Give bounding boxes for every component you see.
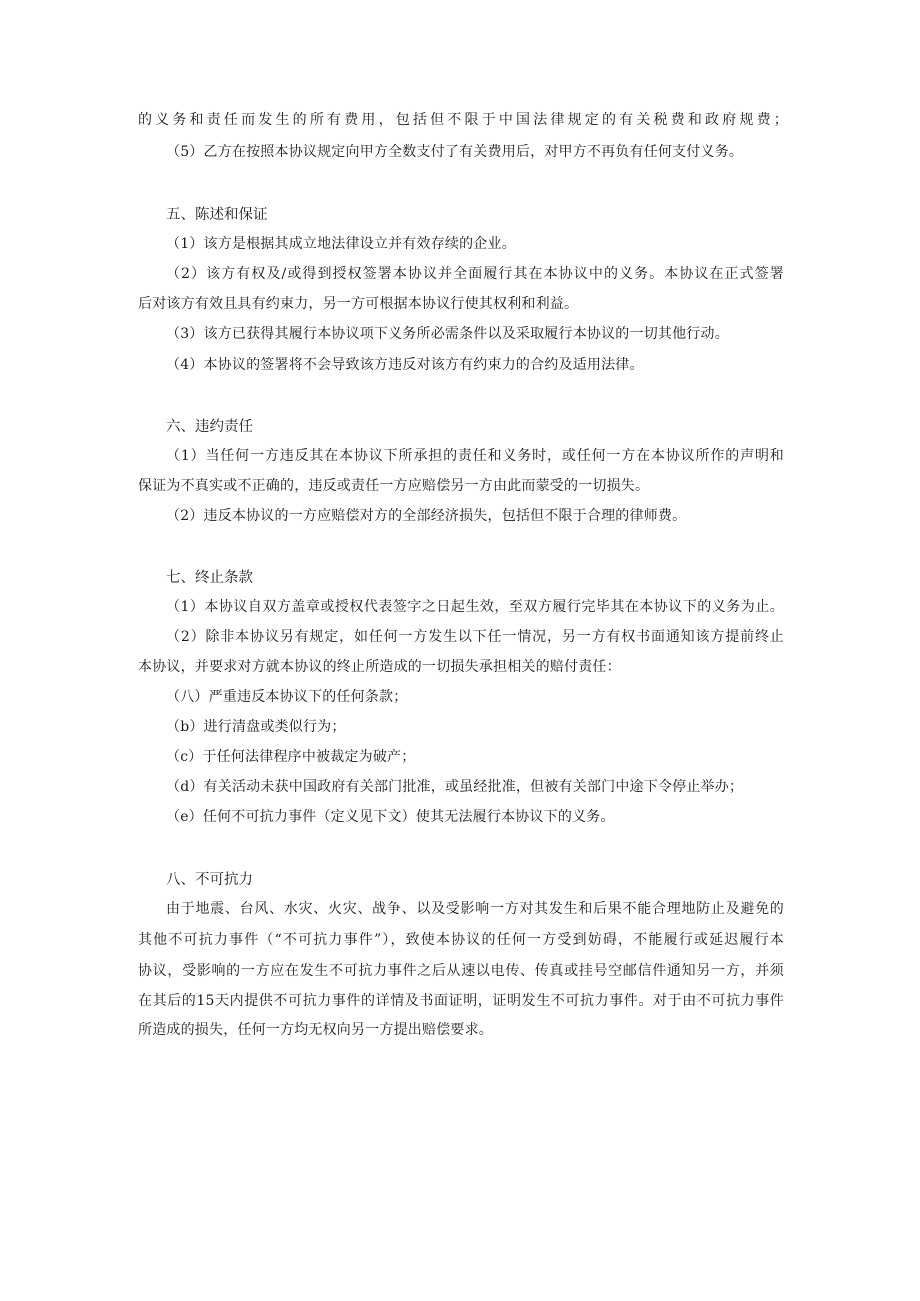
force-majeure-line-2: 其他不可抗力事件（“不可抗力事件”），致使本协议的任何一方受到妨碍，不能履行或延迟履行本 xyxy=(138,932,784,948)
clause-7-2-e: （e）任何不可抗力事件（定义见下文）使其无法履行本协议下的义务。 xyxy=(166,809,615,825)
clause-7-2-cont: 本协议，并要求对方就本协议的终止所造成的一切损失承担相关的赔付责任： xyxy=(138,659,621,675)
clause-7-2-b: （b）进行清盘或类似行为； xyxy=(166,719,346,735)
clause-6-1: （1）当任何一方违反其在本协议下所承担的责任和义务时，或任何一方在本协议所作的声明和 xyxy=(166,448,784,464)
clause-5-2-cont: 后对该方有效且具有约束力，另一方可根据本协议行使其权利和利益。 xyxy=(138,296,579,312)
clause-5-3: （3）该方已获得其履行本协议项下义务所必需条件以及采取履行本协议的一切其他行动。 xyxy=(166,326,729,342)
clause-7-2-c: （c）于任何法律程序中被裁定为破产； xyxy=(166,749,416,765)
section-heading-6: 六、违约责任 xyxy=(166,419,253,435)
force-majeure-line-3: 协议，受影响的一方应在发生不可抗力事件之后从速以电传、传真或挂号空邮信件通知另一方，并须 xyxy=(138,963,784,979)
force-majeure-line-1: 由于地震、台风、水灾、火灾、战争、以及受影响一方对其发生和后果不能合理地防止及避免的 xyxy=(166,901,784,917)
clause-5: （5）乙方在按照本协议规定向甲方全数支付了有关费用后，对甲方不再负有任何支付义务。 xyxy=(166,144,744,160)
clause-7-1: （1）本协议自双方盖章或授权代表签字之日起生效，至双方履行完毕其在本协议下的义务为止。 xyxy=(166,599,784,615)
clause-6-1-cont: 保证为不真实或不正确的，违反或责任一方应赔偿另一方由此而蒙受的一切损失。 xyxy=(138,478,650,494)
clause-7-2-a: （八）严重违反本协议下的任何条款； xyxy=(166,689,408,705)
clause-6-2: （2）违反本协议的一方应赔偿对方的全部经济损失，包括但不限于合理的律师费。 xyxy=(166,508,687,524)
clause-7-2: （2）除非本协议另有规定，如任何一方发生以下任一情况，另一方有权书面通知该方提前终止 xyxy=(166,629,784,645)
paragraph-line: 的义务和责任而发生的所有费用，包括但不限于中国法律规定的有关税费和政府规费； xyxy=(138,112,788,128)
force-majeure-line-5: 所造成的损失，任何一方均无权向另一方提出赔偿要求。 xyxy=(138,1022,493,1038)
clause-5-2: （2）该方有权及/或得到授权签署本协议并全面履行其在本协议中的义务。本协议在正式签署 xyxy=(166,266,784,282)
clause-5-1: （1）该方是根据其成立地法律设立并有效存续的企业。 xyxy=(166,236,516,252)
force-majeure-line-4: 在其后的15天内提供不可抗力事件的详情及书面证明，证明发生不可抗力事件。对于由不可抗力事件 xyxy=(138,993,784,1009)
clause-7-2-d: （d）有关活动未获中国政府有关部门批准，或虽经批准，但被有关部门中途下令停止举办； xyxy=(166,779,744,795)
section-heading-5: 五、陈述和保证 xyxy=(166,207,268,223)
section-heading-7: 七、终止条款 xyxy=(166,570,253,586)
section-heading-8: 八、不可抗力 xyxy=(166,872,253,888)
clause-5-4: （4）本协议的签署将不会导致该方违反对该方有约束力的合约及适用法律。 xyxy=(166,357,644,373)
